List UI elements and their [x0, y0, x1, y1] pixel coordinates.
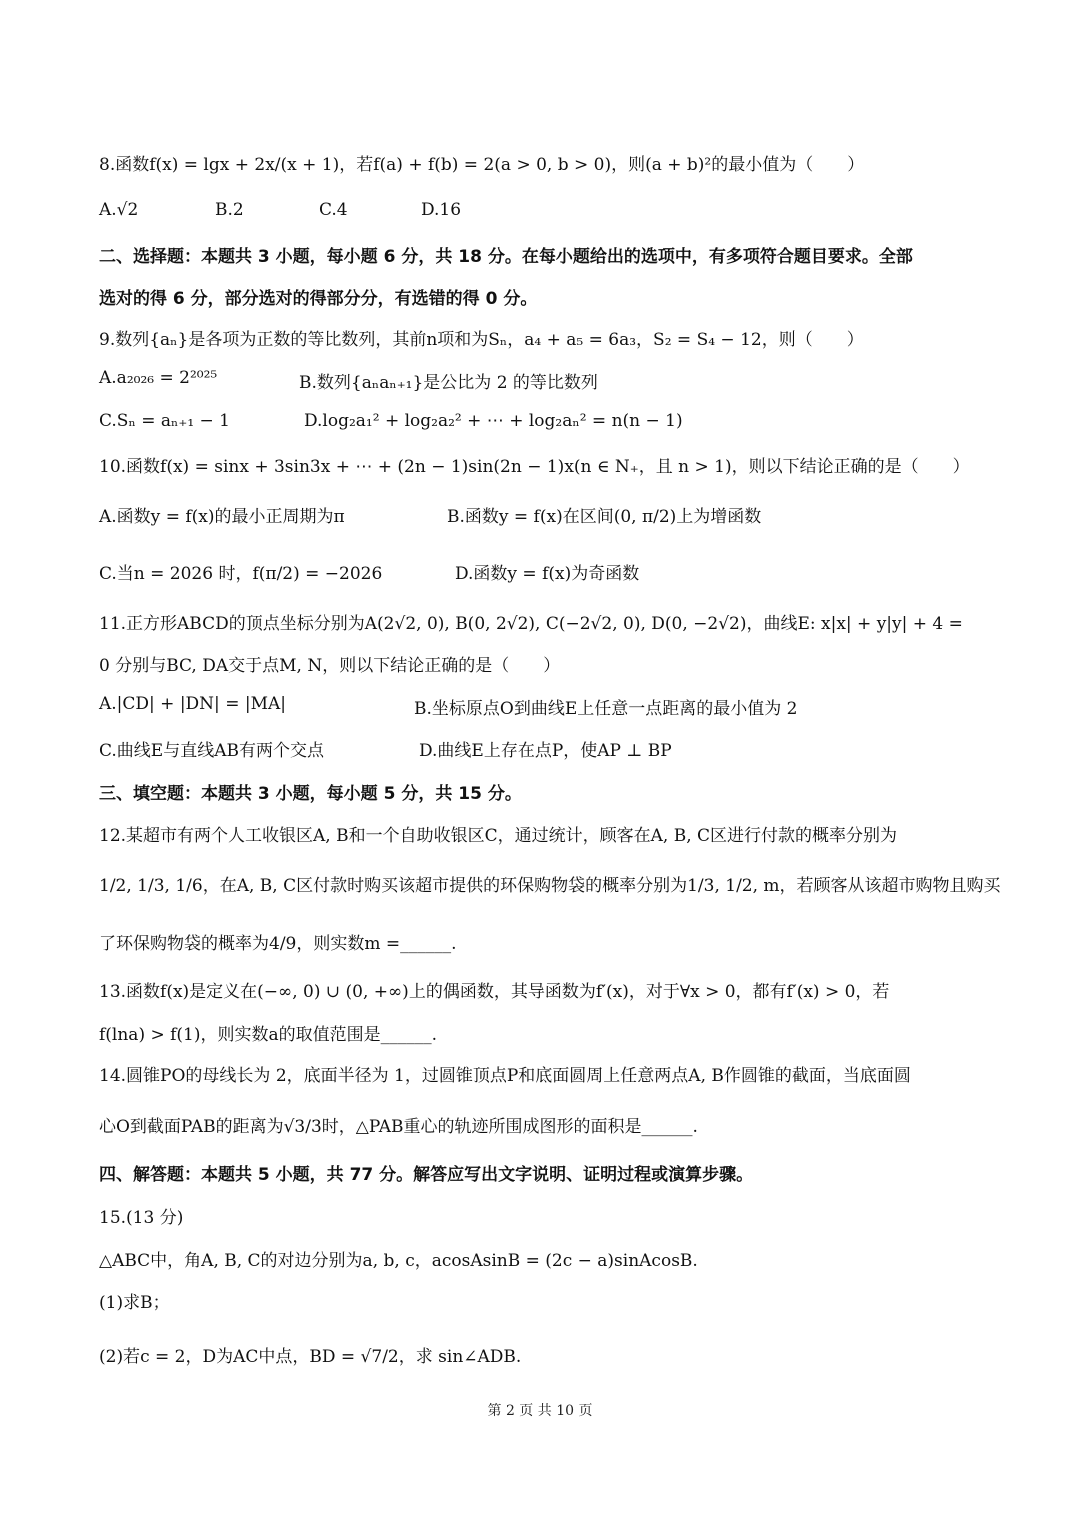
q9-stem: 9.数列{aₙ}是各项为正数的等比数列，其前n项和为Sₙ，a₄ + a₅ = 6a₃，S₂ = S₄ − 12，则（ ） [99, 330, 864, 350]
q9-option-b: B.数列{aₙaₙ₊₁}是公比为 2 的等比数列 [299, 373, 598, 393]
q11-stem: 11.正方形ABCD的顶点坐标分别为A(2√2, 0), B(0, 2√2), C(−2√2, 0), D(0, −2√2)，曲线E: x|x| + y|y| + 4 = [99, 614, 963, 634]
q11-stem-cont: 0 分别与BC, DA交于点M, N，则以下结论正确的是（ ） [99, 656, 561, 676]
q13-line2: f(lna) > f(1)，则实数a的取值范围是______. [99, 1025, 438, 1045]
section2-heading-cont: 选对的得 6 分，部分选对的得部分分，有选错的得 0 分。 [99, 289, 538, 309]
page-footer: 第 2 页 共 10 页 [487, 1403, 593, 1419]
q10-stem: 10.函数f(x) = sinx + 3sin3x + ⋯ + (2n − 1)sin(2n − 1)x(n ∈ N₊，且 n > 1)，则以下结论正确的是（ ） [99, 457, 970, 477]
section3-heading: 三、填空题：本题共 3 小题，每小题 5 分，共 15 分。 [99, 784, 522, 804]
q11-option-d: D.曲线E上存在点P，使AP ⊥ BP [419, 741, 672, 761]
q8-option-a: A.√2 [99, 200, 139, 220]
q10-option-d: D.函数y = f(x)为奇函数 [455, 564, 640, 584]
q10-option-b: B.函数y = f(x)在区间(0, π/2)上为增函数 [447, 507, 762, 527]
q11-option-b: B.坐标原点O到曲线E上任意一点距离的最小值为 2 [414, 699, 798, 719]
q13-line1: 13.函数f(x)是定义在(−∞, 0) ∪ (0, +∞)上的偶函数，其导函数为f′(x)，对于∀x > 0，都有f′(x) > 0，若 [99, 982, 890, 1002]
q8-stem: 8.函数f(x) = lgx + 2x/(x + 1)，若f(a) + f(b) = 2(a > 0, b > 0)，则(a + b)²的最小值为（ ） [99, 155, 865, 175]
section2-heading: 二、选择题：本题共 3 小题，每小题 6 分，共 18 分。在每小题给出的选项中，有多项符合题目要求。全部 [99, 247, 913, 267]
q15-heading: 15.(13 分) [99, 1208, 184, 1228]
q12-line2: 1/2, 1/3, 1/6，在A, B, C区付款时购买该超市提供的环保购物袋的概率分别为1/3, 1/2, m，若顾客从该超市购物且购买 [99, 876, 1001, 896]
q8-option-c: C.4 [319, 200, 348, 220]
q8-option-d: D.16 [421, 200, 462, 220]
q14-line2: 心O到截面PAB的距离为√3/3时，△PAB重心的轨迹所围成图形的面积是______. [99, 1117, 698, 1137]
q15-stem: △ABC中，角A, B, C的对边分别为a, b, c，acosAsinB = (2c − a)sinAcosB. [99, 1251, 698, 1271]
q11-option-c: C.曲线E与直线AB有两个交点 [99, 741, 324, 761]
q8-option-b: B.2 [215, 200, 244, 220]
q12-line3: 了环保购物袋的概率为4/9，则实数m =______. [99, 934, 457, 954]
section4-heading: 四、解答题：本题共 5 小题，共 77 分。解答应写出文字说明、证明过程或演算步骤。 [99, 1165, 754, 1185]
q15-part2: (2)若c = 2，D为AC中点，BD = √7/2，求 sin∠ADB. [99, 1347, 522, 1367]
q9-option-d: D.log₂a₁² + log₂a₂² + ⋯ + log₂aₙ² = n(n − 1) [304, 411, 683, 431]
q10-option-a: A.函数y = f(x)的最小正周期为π [99, 507, 345, 527]
q10-option-c: C.当n = 2026 时，f(π/2) = −2026 [99, 564, 383, 584]
q12-line1: 12.某超市有两个人工收银区A, B和一个自助收银区C，通过统计，顾客在A, B, C区进行付款的概率分别为 [99, 826, 898, 846]
q9-option-a: A.a₂₀₂₆ = 2²⁰²⁵ [99, 368, 218, 388]
q15-part1: (1)求B； [99, 1293, 170, 1313]
q11-option-a: A.|CD| + |DN| = |MA| [99, 694, 286, 714]
q9-option-c: C.Sₙ = aₙ₊₁ − 1 [99, 411, 231, 431]
q14-line1: 14.圆锥PO的母线长为 2，底面半径为 1，过圆锥顶点P和底面圆周上任意两点A, B作圆锥的截面，当底面圆 [99, 1066, 911, 1086]
